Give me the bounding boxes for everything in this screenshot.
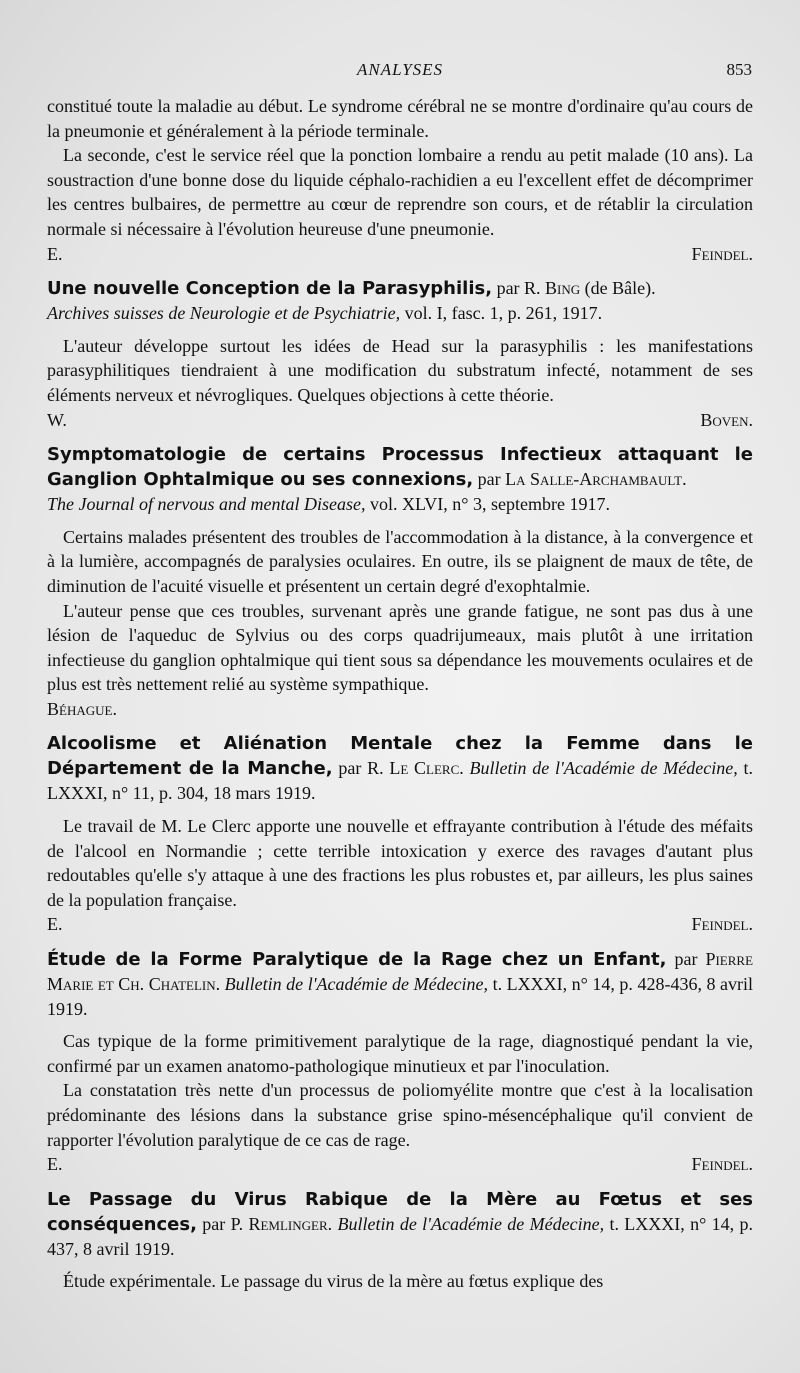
entry-source: Bulletin de l'Académie de Médecine, xyxy=(337,1213,605,1234)
entry-signature: Béhague. xyxy=(47,698,117,719)
entry-author: La Salle-Archambault. xyxy=(505,469,687,490)
entry-signature: E. Feindel. xyxy=(47,914,753,935)
entry-body xyxy=(47,1269,753,1294)
entry-signature-line xyxy=(47,912,753,937)
entry-citation: t. LXXXI, n° 11, p. 304, 18 mars 1919. xyxy=(47,758,754,804)
entry-source-line xyxy=(47,301,753,326)
review-entry-ganglion-ophtalmique xyxy=(47,442,753,721)
entry-citation: t. LXXXI, n° 14, p. 437, 8 avril 1919. xyxy=(47,1213,753,1259)
entry-signature-line xyxy=(47,1152,753,1177)
entry-title: Symptomatologie de certains Processus Infectieux attaquant le Ganglion Ophtalmique ou ses connexions, xyxy=(47,444,753,491)
entry-author: R. Bing xyxy=(524,278,581,299)
entry-author: P. Remlinger. xyxy=(230,1213,333,1234)
intro-section xyxy=(47,94,753,266)
entry-source: Bulletin de l'Académie de Médecine, xyxy=(224,974,489,995)
entry-by: par xyxy=(338,758,362,779)
entry-signature: E. Feindel. xyxy=(47,1154,753,1175)
entry-source: Bulletin de l'Académie de Médecine, xyxy=(469,758,738,779)
entry-header xyxy=(47,947,753,1021)
entry-paragraph: Étude expérimentale. Le passage du virus de la mère au fœtus explique des xyxy=(63,1271,604,1292)
entry-header xyxy=(47,1187,753,1262)
entry-paragraph: La constatation très nette d'un processus de poliomyélite montre que c'est à la localisation prédominante des lésions dans la substance grise spino-mésencéphalique qu'il convient de rapporter l'évolution paralytique de ce cas de rage. xyxy=(47,1080,753,1150)
entry-by: par xyxy=(674,949,698,970)
intro-paragraph-1: constitué toute la maladie au début. Le syndrome cérébral ne se montre d'ordinaire qu'au cours de la pneumonie et généralement à la période terminale. xyxy=(47,96,753,141)
entry-paragraph: Cas typique de la forme primitivement paralytique de la rage, diagnostiqué pendant la vie, confirmé par un examen anatomo-pathologique minutieux et par l'inoculation. xyxy=(47,1031,753,1076)
entry-author: R. Le Clerc. xyxy=(367,758,464,779)
entry-by: par xyxy=(477,469,501,490)
intro-signature: E. Feindel. xyxy=(47,243,753,264)
entry-by: par xyxy=(202,1213,226,1234)
entry-header xyxy=(47,731,753,806)
entry-body xyxy=(47,1029,753,1177)
entry-citation: vol. I, fasc. 1, p. 261, 1917. xyxy=(404,303,603,324)
entry-title: Une nouvelle Conception de la Parasyphilis, xyxy=(47,278,493,300)
entry-body xyxy=(47,525,753,722)
entry-paragraph: Le travail de M. Le Clerc apporte une nouvelle et effrayante contribution à l'étude des méfaits de l'alcool en Normandie ; cette terrible intoxication y exerce des ravages d'autant plus redoutables qu'elle s'y attaque à une des fractions les plus robustes et, par ailleurs, les plus saines de la population française. xyxy=(47,816,753,910)
entry-signature-line xyxy=(47,408,753,433)
entry-paragraph: L'auteur pense que ces troubles, survenant après une grande fatigue, ne sont pas dus à une lésion de l'aqueduc de Sylvius ou des corps quadrijumeaux, mais plutôt à une irritation infectieuse du ganglion ophtalmique qui tient sous sa dépendance les mouvements oculaires et de plus est très nettement relié au système sympathique. xyxy=(47,600,753,695)
entry-source: Archives suisses de Neurologie et de Psychiatrie, xyxy=(47,303,401,324)
entry-title: Le Passage du Virus Rabique de la Mère au Fœtus et ses conséquences, xyxy=(47,1188,753,1235)
entry-header xyxy=(47,442,753,492)
entry-body xyxy=(47,814,753,937)
page-number: 853 xyxy=(726,60,752,79)
entry-body xyxy=(47,334,753,432)
entry-signature-line xyxy=(47,697,753,722)
intro-signature-line xyxy=(47,242,753,267)
entry-paragraph: Certains malades présentent des troubles de l'accommodation à la distance, à la convergence et à la lumière, accompagnés de paralysies oculaires. En outre, ils se plaignent de maux de tête, de diminution de l'acuité visuelle et présentent un certain degré d'exophtalmie. xyxy=(47,526,753,596)
entry-citation: vol. XLVI, n° 3, septembre 1917. xyxy=(369,494,610,515)
entry-author: Pierre Marie et Ch. Chatelin. xyxy=(47,949,754,995)
entry-source-line xyxy=(47,492,753,517)
entry-title: Alcoolisme et Aliénation Mentale chez la Femme dans le Département de la Manche, xyxy=(47,733,753,780)
entry-by: par xyxy=(496,278,520,299)
running-title: ANALYSES xyxy=(356,60,444,79)
page-content xyxy=(47,94,753,1294)
entry-title: Étude de la Forme Paralytique de la Rage chez un Enfant, xyxy=(47,949,667,971)
review-entry-virus-rabique xyxy=(47,1187,753,1294)
review-entry-alcoolisme xyxy=(47,731,753,937)
entry-header xyxy=(47,276,753,301)
running-head xyxy=(0,60,800,84)
entry-author-note: (de Bâle). xyxy=(584,278,656,299)
review-entry-parasyphilis xyxy=(47,276,753,432)
intro-paragraph-2: La seconde, c'est le service réel que la ponction lombaire a rendu au petit malade (10 ans). La soustraction d'une bonne dose du liquide céphalo-rachidien a eu l'excellent effet de décomprimer les centres bulbaires, de permettre au cœur de reprendre son cours, et de rétablir la circulation normale si nécessaire à l'évolution heureuse d'une pneumonie. xyxy=(47,145,753,239)
entry-citation: t. LXXXI, n° 14, p. 428-436, 8 avril 1919. xyxy=(47,974,754,1019)
entry-signature: W. Boven. xyxy=(47,409,753,430)
entry-paragraph: L'auteur développe surtout les idées de Head sur la parasyphilis : les manifestations parasyphilitiques tiendraient à une modification du substratum infecté, notamment de ses éléments nerveux et névrogliques. Quelques objections à cette théorie. xyxy=(47,335,753,405)
review-entry-rage-paralytique xyxy=(47,947,753,1177)
entry-source: The Journal of nervous and mental Disease, xyxy=(47,494,366,515)
